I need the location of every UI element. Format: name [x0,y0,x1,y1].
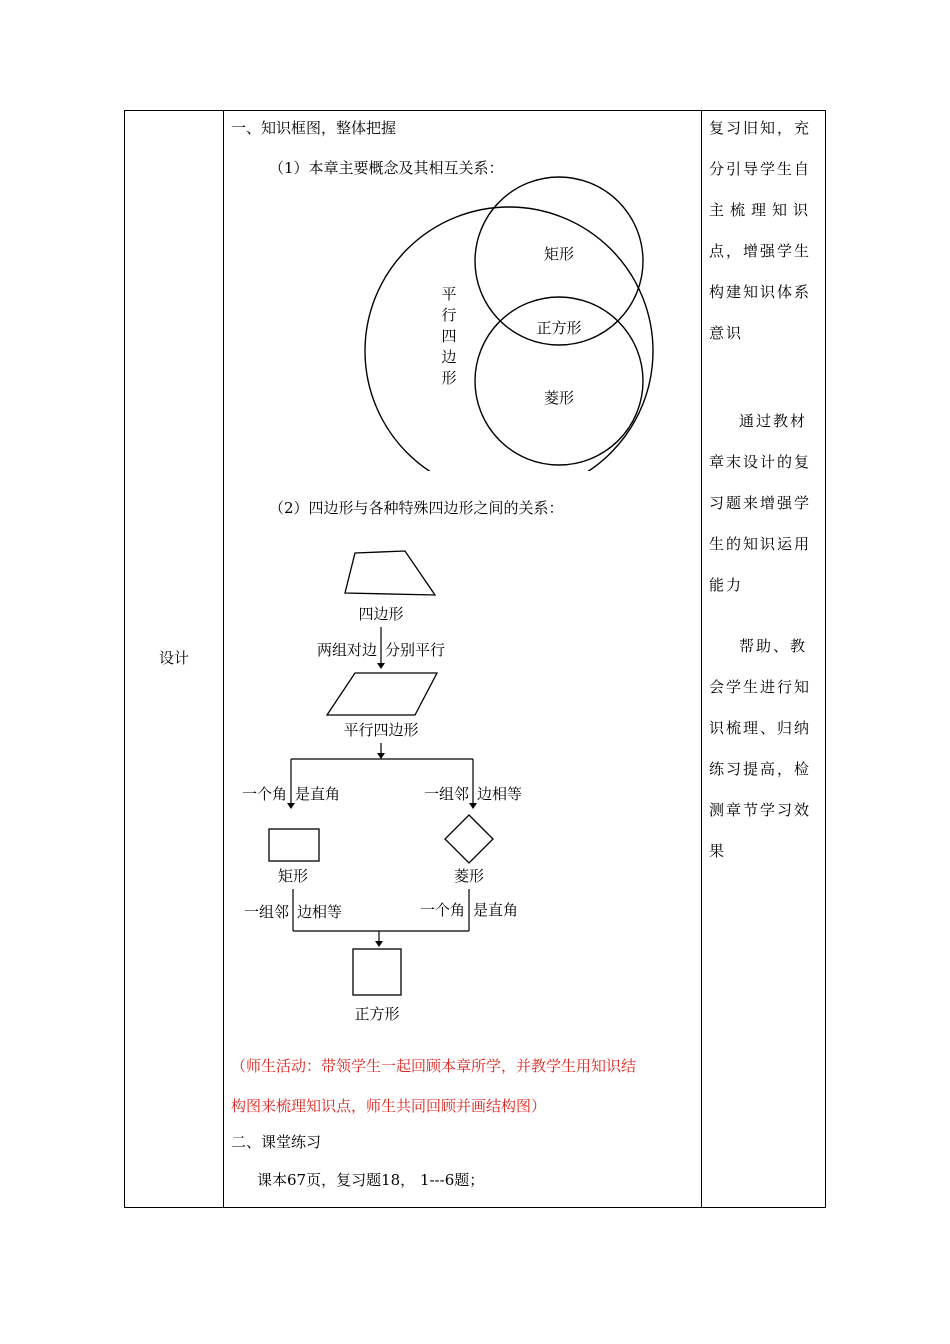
parallelogram-circle [365,207,653,471]
lesson-table [124,110,826,1208]
side-note-line: 通过教材 [739,412,808,430]
arrow-head [377,753,385,759]
arrow-head [287,803,295,809]
venn-diagram [223,111,701,471]
venn-rhombus-label: 菱形 [543,389,575,407]
square-shape [353,949,401,995]
side-note-line: 能力 [709,576,744,594]
arrow-head [375,941,383,947]
quadrilateral-shape [345,551,435,595]
flow-cond-parallel-left: 两组对边 [316,641,377,659]
arrow-head [469,803,477,809]
flow-rhombus-label: 菱形 [453,867,485,885]
side-note-line: 章末设计的复 [709,453,812,471]
side-note-line: 构建知识体系 [709,283,812,301]
side-notes-cell [701,111,825,1207]
side-note-line: 点，增强学生 [709,242,812,260]
side-note-line: 识梳理、归纳 [709,719,812,737]
flow-cond-sq2-right: 是直角 [473,901,519,919]
venn-outer-label-char: 行 [441,306,457,324]
exercise-text: 课本67页，复习题18， 1---6题； [257,1171,485,1189]
activity-line-2: 构图来梳理知识点，师生共同回顾并画结构图） [231,1097,547,1115]
side-note-line: 习题来增强学 [709,494,812,512]
venn-rectangle-label: 矩形 [543,245,575,263]
row-label: 设计 [158,649,189,667]
side-note-line: 意识 [709,324,744,342]
flow-cond-rect-right: 是直角 [295,785,341,803]
flow-parallelogram-label: 平行四边形 [343,721,419,739]
parallelogram-shape [327,673,437,715]
rhombus-shape [445,815,493,863]
venn-square-label: 正方形 [536,319,582,337]
side-note-line: 帮助、教 [739,637,808,655]
main-content-cell [223,111,701,1207]
flow-square-label: 正方形 [354,1005,400,1023]
side-note-line: 复习旧知，充 [709,119,812,137]
part2-caption: （2）四边形与各种特殊四边形之间的关系： [269,499,564,517]
flow-quadrilateral-label: 四边形 [358,605,404,623]
side-note-line: 测章节学习效 [709,801,812,819]
arrow-head [377,663,385,669]
flow-cond-rhombus-left: 一组邻 [423,785,469,803]
side-note-line: 分引导学生自 [709,160,812,178]
section1-heading: 一、知识框图，整体把握 [231,119,397,137]
flow-cond-sq1-right: 边相等 [297,903,343,921]
part1-caption: （1）本章主要概念及其相互关系： [269,159,504,177]
venn-outer-label-char: 边 [441,348,457,366]
side-note-line: 练习提高，检 [709,760,812,778]
flow-cond-rect-left: 一个角 [241,785,287,803]
side-note-line: 生的知识运用 [709,535,812,553]
side-note-line: 果 [709,842,727,860]
side-note-line: 会学生进行知 [709,678,812,696]
flow-rectangle-label: 矩形 [277,867,309,885]
activity-line-1: （师生活动：带领学生一起回顾本章所学，并教学生用知识结 [231,1057,637,1075]
flow-cond-sq2-left: 一个角 [419,901,465,919]
flow-cond-parallel-right: 分别平行 [385,641,446,659]
rectangle-shape [269,829,319,861]
flow-cond-sq1-left: 一组邻 [243,903,289,921]
venn-outer-label-char: 形 [441,369,457,387]
venn-outer-label-char: 平 [441,285,457,303]
venn-outer-label-char: 四 [441,327,457,345]
flow-diagram [223,531,701,1031]
side-note-line: 主梳理知识 [709,201,815,219]
flow-cond-rhombus-right: 边相等 [477,785,523,803]
section2-heading: 二、课堂练习 [231,1133,322,1151]
